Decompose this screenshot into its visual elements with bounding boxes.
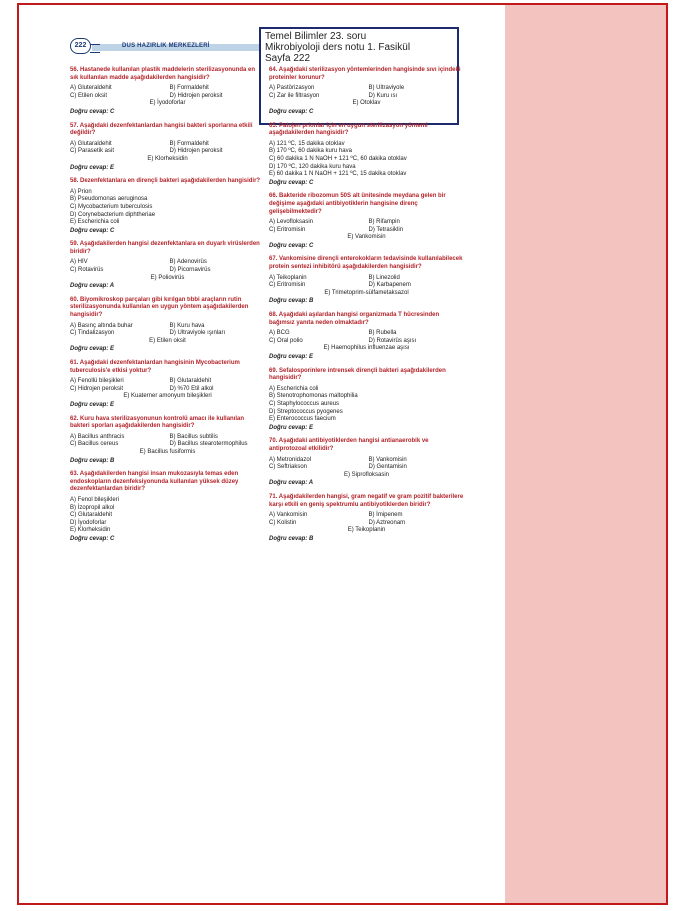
answer-option: A) Prion (70, 188, 92, 195)
answer-option: B) Formaldehit (169, 85, 209, 92)
answer-option: E) Kuaterner amonyum bileşikleri (123, 393, 212, 400)
answer-option: B) İmipenem (368, 512, 403, 519)
answer-option: C) Rotavirüs (70, 267, 104, 274)
correct-answer: Doğru cevap: B (269, 298, 314, 305)
question-text: 67. Vankomisine dirençli enterokokların tedavisinde kullanılabilecek protein sentezi inhibitörü aşağıdakilerden hangisidir? (269, 256, 463, 271)
answer-option: A) Glutaraldehit (70, 140, 112, 147)
correct-answer: Doğru cevap: C (269, 108, 314, 115)
question-text: 59. Aşağıdakilerden hangisi dezenfektanlara en duyarlı virüslerden biridir? (70, 241, 260, 255)
answer-option: A) Vankomisin (269, 512, 308, 519)
answer-options (70, 434, 265, 457)
answer-option: B) Bacillus subtilis (169, 433, 218, 440)
answer-option: A) Metronidazol (269, 456, 312, 463)
question-text: 56. Hastanede kullanılan plastik maddelerin sterilizasyonunda en sık kullanılan madde aşağıdakilerden hangisidir? (70, 67, 256, 81)
answer-option: C) Seftriakson (269, 464, 308, 471)
callout-line-1: Temel Bilimler 23. soru (265, 31, 367, 42)
correct-answer: Doğru cevap: B (269, 535, 314, 542)
correct-answer: Doğru cevap: E (269, 424, 314, 431)
answer-option: B) Pseudomonas aeruginosa (70, 196, 148, 203)
correct-answer: Doğru cevap: C (269, 242, 314, 249)
answer-option: E) Etilen oksit (149, 337, 186, 344)
answer-option: D) Tetrasiklin (368, 226, 404, 233)
answer-option: D) Aztreonam (368, 519, 406, 526)
answer-option: C) Kolistin (269, 519, 297, 526)
correct-answer: Doğru cevap: C (70, 535, 115, 542)
answer-option: C) Oral polio (269, 337, 303, 344)
answer-option: C) Eritromisin (269, 226, 306, 233)
answer-option: C) Etilen oksit (70, 92, 108, 99)
answer-option: D) Streptococcus pyogenes (269, 408, 343, 415)
right-question-column (269, 67, 464, 549)
answer-option: B) Glutaraldehit (169, 378, 212, 385)
question-block (70, 178, 265, 235)
answer-option: D) Kuru ısı (368, 92, 398, 99)
answer-option: A) BCG (269, 330, 290, 337)
question-block (269, 494, 464, 544)
question-text: 66. Bakteride ribozomun 50S alt ünitesinde meydana gelen bir değişime aşağıdaki antibiyotiklerin hangisine direnç gelişebilmektedir? (269, 193, 446, 215)
question-block (70, 241, 265, 291)
question-block (269, 67, 464, 117)
correct-answer: Doğru cevap: A (269, 480, 314, 487)
correct-answer: Doğru cevap: A (70, 283, 115, 290)
answer-option: C) Mycobacterium tuberculosis (70, 203, 153, 210)
answer-option: D) Hidrojen peroksit (169, 148, 223, 155)
answer-option: C) Bacillus cereus (70, 441, 119, 448)
answer-option: E) Enterococcus faecium (269, 416, 336, 423)
answer-options (269, 330, 464, 353)
answer-option: B) Stenotrophomonas maltophilia (269, 393, 358, 400)
answer-option: E) Trimetoprim-sülfametaksazol (324, 289, 409, 296)
answer-option: B) Vankomisin (368, 456, 407, 463)
callout-line-3: Sayfa 222 (265, 53, 311, 64)
answer-option: E) Klorheksidin (147, 155, 188, 162)
answer-option: C) Eritromisin (269, 282, 306, 289)
answer-options (269, 85, 464, 108)
question-text: 62. Kuru hava sterilizasyonunun kontrolü amacı ile kullanılan bakteri sporları aşağıdakilerden hangisidir? (70, 415, 245, 430)
answer-option: E) Otoklav (352, 100, 381, 107)
header-decoration (90, 44, 100, 53)
answer-option: E) Bacillus fusiformis (139, 448, 196, 455)
answer-option: D) Karbapenem (368, 282, 411, 289)
answer-option: A) Fenollü bileşikleri (70, 378, 124, 385)
answer-option: E) Escherichia coli (70, 219, 120, 226)
answer-option: A) Fenol bileşikleri (70, 496, 120, 503)
answer-option: C) Staphylococcus aureus (269, 400, 340, 407)
answer-option: C) Tindalizasyon (70, 330, 115, 337)
answer-option: E) Haemophilus influenzae aşısı (323, 345, 410, 352)
answer-option: B) 170 ºC, 60 dakika kuru hava (269, 148, 352, 155)
answer-options (269, 275, 464, 298)
answer-option: C) Hidrojen peroksit (70, 385, 124, 392)
question-text: 70. Aşağıdaki antibiyotiklerden hangisi antianaerobik ve antiprotozoal etkilidir? (269, 438, 429, 452)
answer-option: E) Siprofloksasin (343, 471, 390, 478)
question-text: 63. Aşağıdakilerden hangisi insan mukozasıyla temas eden endoskopların dezenfeksiyonunda kullanılan yüksek düzey dezenfektanlardan biridir? (70, 471, 239, 493)
question-text: 65. Patojen prionlar için en uygun sterilizasyon yöntemi aşağıdakilerden hangisidir? (269, 122, 428, 137)
answer-option: E) Teikoplanin (347, 527, 386, 534)
answer-option: C) Glutaraldehit (70, 512, 113, 519)
answer-options (70, 85, 265, 108)
answer-option: D) Bacillus stearotermophilus (169, 441, 248, 448)
question-block (269, 368, 464, 433)
answer-option: A) Escherichia coli (269, 385, 319, 392)
answer-option: E) İyodoforlar (149, 100, 186, 107)
answer-option: E) Poliovirüs (150, 274, 185, 281)
answer-option: D) Rotavirüs aşısı (368, 337, 417, 344)
answer-option: D) İyodoforlar (70, 519, 107, 526)
answer-option: E) Klorheksidin (70, 527, 111, 534)
page-number: 222 (70, 38, 91, 54)
answer-option: C) Zar ile filtrasyon (269, 92, 320, 99)
question-block (269, 438, 464, 488)
answer-options (70, 259, 265, 282)
left-question-column (70, 67, 265, 549)
answer-option: A) Teikoplanin (269, 274, 307, 281)
answer-option: E) Vankomisin (347, 234, 386, 241)
answer-option: D) Corynebacterium diphtheriae (70, 211, 156, 218)
question-block (269, 123, 464, 188)
answer-option: B) Linezolid (368, 274, 400, 281)
answer-options (269, 386, 464, 424)
correct-answer: Doğru cevap: C (70, 227, 115, 234)
question-block (70, 416, 265, 466)
answer-options (269, 457, 464, 480)
answer-option: A) Gluteraldehit (70, 85, 112, 92)
answer-option: B) Rifampin (368, 219, 400, 226)
correct-answer: Doğru cevap: E (70, 346, 115, 353)
answer-option: B) Rubella (368, 330, 397, 337)
answer-option: C) 60 dakika 1 N NaOH + 121 ºC, 60 dakika otoklav (269, 155, 407, 162)
question-block (269, 256, 464, 306)
correct-answer: Doğru cevap: E (269, 354, 314, 360)
question-text: 68. Aşağıdaki aşılardan hangisi organizmada T hücresinden bağımsız yanıta neden olmaktadır? (269, 312, 440, 326)
question-block (70, 471, 265, 543)
callout-line-2: Mikrobiyoloji ders notu 1. Fasikül (265, 42, 411, 53)
answer-option: A) HIV (70, 259, 88, 266)
question-block (269, 193, 464, 250)
correct-answer: Doğru cevap: C (70, 108, 115, 115)
answer-option: B) İzopropil alkol (70, 504, 115, 511)
answer-option: B) Kuru hava (169, 322, 205, 329)
answer-option: C) Parasetik asit (70, 148, 115, 155)
answer-option: D) %70 Etil alkol (169, 385, 214, 392)
answer-options (70, 323, 265, 346)
side-margin-panel (505, 3, 668, 905)
question-text: 57. Aşağıdaki dezenfektanlardan hangisi bakteri sporlarına etkili değildir? (70, 122, 253, 137)
correct-answer: Doğru cevap: E (70, 401, 115, 408)
answer-options (269, 141, 464, 179)
question-block (70, 297, 265, 354)
answer-option: A) Pastörizasyon (269, 85, 315, 92)
answer-option: B) Adenovirüs (169, 259, 207, 266)
question-text: 71. Aşağıdakilerden hangisi, gram negatif ve gram pozitif bakterilere karşı etkili en geniş spektrumlu antibiyotiklerden biridir? (269, 493, 464, 508)
question-block (70, 360, 265, 410)
page-header (70, 42, 270, 52)
correct-answer: Doğru cevap: E (70, 164, 115, 171)
answer-option: D) Ultraviyole ışınları (169, 330, 226, 337)
question-block (70, 67, 265, 117)
question-text: 64. Aşağıdaki sterilizasyon yöntemlerinden hangisinde sıvı içindeki proteinler korunur? (269, 67, 461, 81)
answer-options (70, 141, 265, 164)
answer-option: A) Bacillus anthracis (70, 433, 125, 440)
correct-answer: Doğru cevap: C (269, 179, 314, 186)
question-text: 60. Biyomikroskop parçaları gibi kırılgan tıbbi araçların rutin sterilizasyonunda kullanılan en uygun yöntem aşağıdakilerden hangisidir? (70, 296, 249, 319)
question-text: 61. Aşağıdaki dezenfektanlardan hangisinin Mycobacterium tuberculosis'e etkisi yoktur? (70, 360, 240, 374)
answer-option: A) Levofloksasin (269, 219, 314, 226)
question-text: 58. Dezenfektanlara en dirençli bakteri aşağıdakilerden hangisidir? (70, 178, 261, 185)
publisher-name: DUS HAZIRLIK MERKEZLERİ (122, 43, 210, 49)
answer-option: B) Formaldehit (169, 140, 209, 147)
answer-options (70, 378, 265, 401)
question-text: 69. Sefalosporinlere intrensek dirençli bakteri aşağıdakilerden hangisidir? (269, 367, 446, 382)
answer-option: A) Basınç altında buhar (70, 322, 133, 329)
question-block (70, 123, 265, 173)
answer-option: B) Ultraviyole (368, 85, 405, 92)
answer-options (269, 219, 464, 242)
answer-option: A) 121 ºC, 15 dakika otoklav (269, 140, 345, 147)
answer-option: D) Gentamisin (368, 464, 407, 471)
answer-options (269, 512, 464, 535)
answer-options (70, 497, 265, 535)
answer-options (70, 189, 265, 227)
answer-option: D) Picornavirüs (169, 267, 211, 274)
correct-answer: Doğru cevap: B (70, 457, 115, 464)
answer-option: D) Hidrojen peroksit (169, 92, 223, 99)
question-block (269, 312, 464, 362)
answer-option: D) 170 ºC, 120 dakika kuru hava (269, 163, 356, 170)
answer-option: E) 60 dakika 1 N NaOH + 121 ºC, 15 dakika otoklav (269, 171, 407, 178)
